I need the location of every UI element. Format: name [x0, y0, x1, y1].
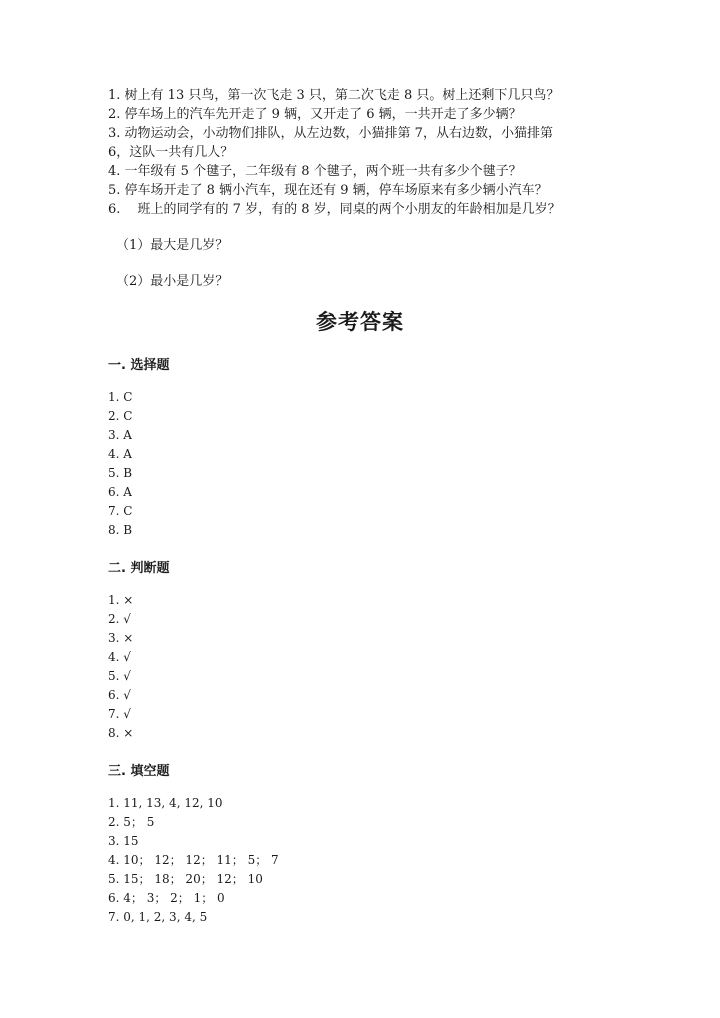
problem-line: 5. 停车场开走了 8 辆小汽车，现在还有 9 辆，停车场原来有多少辆小汽车？ [108, 183, 548, 198]
list-item: 5. 15； 18； 20； 12； 10 [108, 872, 263, 886]
list-item: 4. A [108, 447, 132, 461]
problem-line: 3. 动物运动会，小动物们排队，从左边数，小猫排第 7，从右边数，小猫排第 [108, 126, 553, 141]
section-heading: 三. 填空题 [108, 764, 170, 779]
list-item: 5. B [108, 466, 133, 480]
list-item: 6. √ [108, 688, 131, 702]
list-item: 1. × [108, 593, 134, 607]
answer-list [108, 794, 279, 927]
list-item: 1. 11, 13, 4, 12, 10 [108, 796, 223, 810]
sub-question-2: （2）最小是几岁？ [116, 274, 229, 289]
list-item: 2. 5； 5 [108, 815, 155, 829]
list-item: 3. × [108, 631, 134, 645]
problem-line: 1. 树上有 13 只鸟，第一次飞走 3 只，第二次飞走 8 只。树上还剩下几只鸟？ [108, 88, 560, 103]
list-item: 7. C [108, 504, 133, 518]
list-item: 2. √ [108, 612, 131, 626]
list-item: 6. 4； 3； 2； 1； 0 [108, 891, 225, 905]
list-item: 3. A [108, 428, 132, 442]
sub-question-1: （1）最大是几岁？ [116, 238, 229, 253]
problem-line: 6，这队一共有几人？ [108, 145, 234, 160]
list-item: 7. 0, 1, 2, 3, 4, 5 [108, 910, 208, 924]
list-item: 4. 10； 12； 12； 11； 5； 7 [108, 853, 279, 867]
section-heading: 一. 选择题 [108, 358, 170, 373]
list-item: 6. A [108, 485, 132, 499]
list-item: 8. × [108, 726, 134, 740]
section-heading: 二. 判断题 [108, 561, 170, 576]
list-item: 8. B [108, 523, 133, 537]
list-item: 2. C [108, 409, 133, 423]
list-item: 7. √ [108, 707, 131, 721]
problem-line: 6. 班上的同学有的 7 岁，有的 8 岁，同桌的两个小朋友的年龄相加是几岁？ [108, 202, 561, 217]
answer-list [108, 591, 133, 743]
list-item: 3. 15 [108, 834, 139, 848]
list-item: 4. √ [108, 650, 131, 664]
word-problems [108, 86, 608, 219]
list-item: 1. C [108, 390, 133, 404]
answer-list [108, 388, 132, 540]
problem-line: 2. 停车场上的汽车先开走了 9 辆，又开走了 6 辆，一共开走了多少辆？ [108, 107, 522, 122]
answer-title: 参考答案 [316, 310, 404, 334]
list-item: 5. √ [108, 669, 131, 683]
problem-line: 4. 一年级有 5 个毽子，二年级有 8 个毽子，两个班一共有多少个毽子？ [108, 164, 522, 179]
